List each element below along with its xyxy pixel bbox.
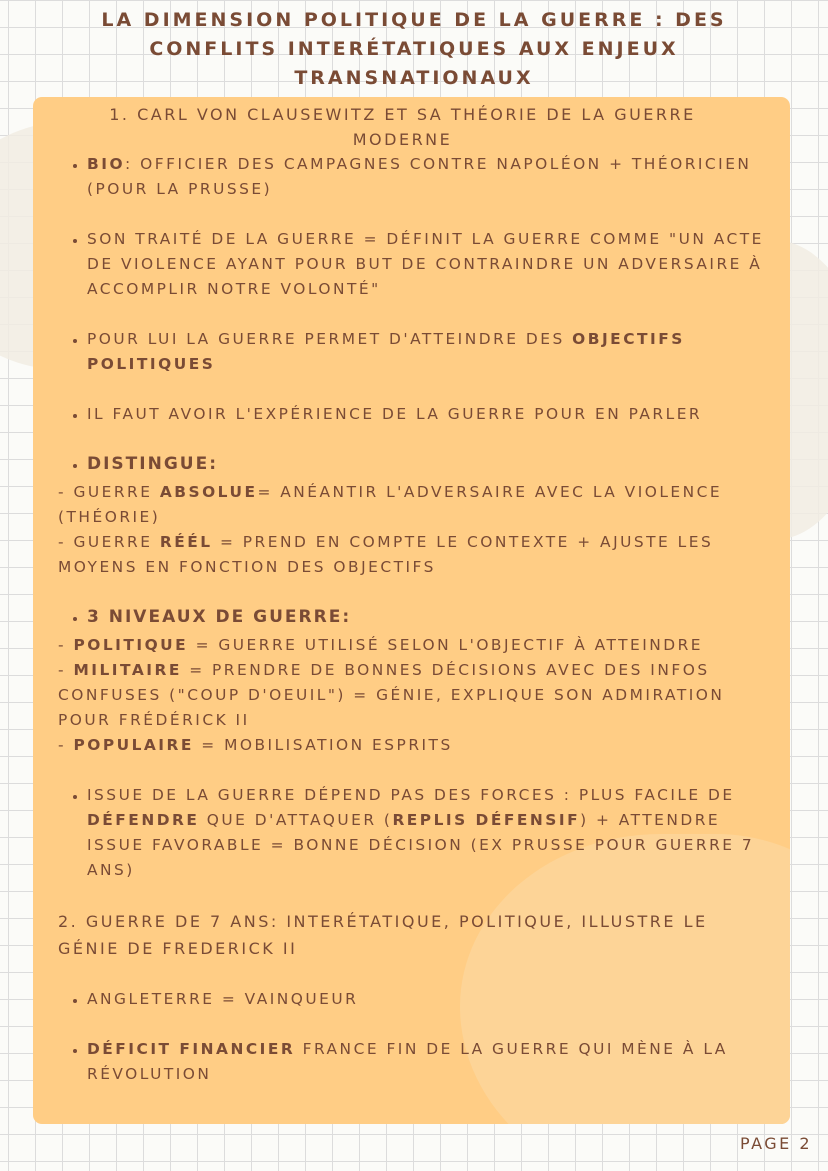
objectifs-text: POUR LUI LA GUERRE PERMET D'ATTEINDRE DES bbox=[87, 330, 573, 348]
issue-bold-1: DÉFENDRE bbox=[87, 811, 200, 829]
militaire-line bbox=[58, 658, 776, 733]
section1-list-a bbox=[59, 152, 776, 477]
issue-text-1: ISSUE DE LA GUERRE DÉPEND PAS DES FORCES : PLUS FACILE DE bbox=[87, 786, 735, 804]
reel-text: = PREND EN COMPTE LE CONTEXTE + AJUSTE LES MOYENS EN FONCTION DES OBJECTIFS bbox=[58, 533, 714, 576]
bio-label: BIO bbox=[87, 155, 126, 173]
niveaux-label: 3 NIVEAUX DE GUERRE: bbox=[87, 607, 352, 627]
list-item-issue bbox=[87, 783, 776, 883]
politique-text: = GUERRE UTILISÉ SELON L'OBJECTIF À ATTEINDRE bbox=[188, 636, 704, 654]
politique-pre: - bbox=[58, 636, 74, 654]
list-item-distingue bbox=[87, 452, 776, 477]
section1-list-c bbox=[59, 783, 776, 883]
populaire-pre: - bbox=[58, 736, 74, 754]
populaire-bold: POPULAIRE bbox=[73, 736, 194, 754]
absolue-line bbox=[58, 480, 776, 530]
absolue-pre: - GUERRE bbox=[58, 483, 160, 501]
issue-bold-2: REPLIS DÉFENSIF bbox=[392, 811, 581, 829]
page-number: PAGE 2 bbox=[739, 1134, 812, 1153]
content-card bbox=[33, 97, 790, 1124]
page-title: LA DIMENSION POLITIQUE DE LA GUERRE : DES CONFLITS INTERÉTATIQUES AUX ENJEUX TRANSNATIONAUX bbox=[101, 9, 727, 89]
angleterre-text: ANGLETERRE = VAINQUEUR bbox=[87, 990, 359, 1008]
militaire-pre: - bbox=[58, 661, 74, 679]
list-item-angleterre bbox=[87, 987, 776, 1012]
deficit-text: FRANCE FIN DE LA GUERRE QUI MÈNE À LA RÉVOLUTION bbox=[87, 1040, 728, 1083]
list-item-traite bbox=[87, 227, 776, 302]
absolue-bold: ABSOLUE bbox=[159, 483, 258, 501]
section2-list bbox=[59, 987, 776, 1087]
politique-line bbox=[58, 633, 776, 658]
bio-text: : OFFICIER DES CAMPAGNES CONTRE NAPOLÉON + THÉORICIEN (POUR LA PRUSSE) bbox=[87, 155, 752, 198]
issue-text-3: ) + ATTENDRE ISSUE FAVORABLE = BONNE DÉCISION (EX PRUSSE POUR GUERRE 7 ANS) bbox=[87, 811, 755, 879]
reel-line bbox=[58, 530, 776, 580]
deficit-bold: DÉFICIT FINANCIER bbox=[87, 1040, 296, 1058]
list-item-experience bbox=[87, 402, 776, 427]
issue-text-2: QUE D'ATTAQUER ( bbox=[199, 811, 393, 829]
list-item-objectifs bbox=[87, 327, 776, 377]
militaire-bold: MILITAIRE bbox=[73, 661, 182, 679]
objectifs-bold: OBJECTIFS POLITIQUES bbox=[87, 330, 685, 373]
militaire-text: = PRENDRE DE BONNES DÉCISIONS AVEC DES INFOS CONFUSES ("COUP D'OEUIL") = GÉNIE, EXPLIQUE SON ADMIRATION POUR FRÉDÉRICK II bbox=[58, 661, 725, 729]
politique-bold: POLITIQUE bbox=[73, 636, 189, 654]
list-item-deficit bbox=[87, 1037, 776, 1087]
distingue-label: DISTINGUE: bbox=[87, 454, 218, 474]
traite-text: SON TRAITÉ DE LA GUERRE = DÉFINIT LA GUERRE COMME "UN ACTE DE VIOLENCE AYANT POUR BUT DE CONTRAINDRE UN ADVERSAIRE À ACCOMPLIR NOTRE VOLONTÉ" bbox=[87, 230, 764, 298]
section1-list-b bbox=[59, 605, 776, 630]
reel-pre: - GUERRE bbox=[58, 533, 160, 551]
section1-heading: 1. CARL VON CLAUSEWITZ ET SA THÉORIE DE LA GUERRE MODERNE bbox=[109, 105, 696, 149]
experience-text: IL FAUT AVOIR L'EXPÉRIENCE DE LA GUERRE POUR EN PARLER bbox=[87, 405, 703, 423]
reel-bold: RÉÉL bbox=[159, 533, 213, 551]
populaire-line bbox=[58, 733, 776, 758]
absolue-text: = ANÉANTIR L'ADVERSAIRE AVEC LA VIOLENCE (THÉORIE) bbox=[58, 483, 723, 526]
populaire-text: = MOBILISATION ESPRITS bbox=[193, 736, 453, 754]
list-item-bio bbox=[87, 152, 776, 202]
section2-heading: 2. GUERRE DE 7 ANS: INTERÉTATIQUE, POLITIQUE, ILLUSTRE LE GÉNIE DE FREDERICK II bbox=[58, 912, 708, 958]
card-content bbox=[33, 97, 790, 1087]
list-item-niveaux bbox=[87, 605, 776, 630]
